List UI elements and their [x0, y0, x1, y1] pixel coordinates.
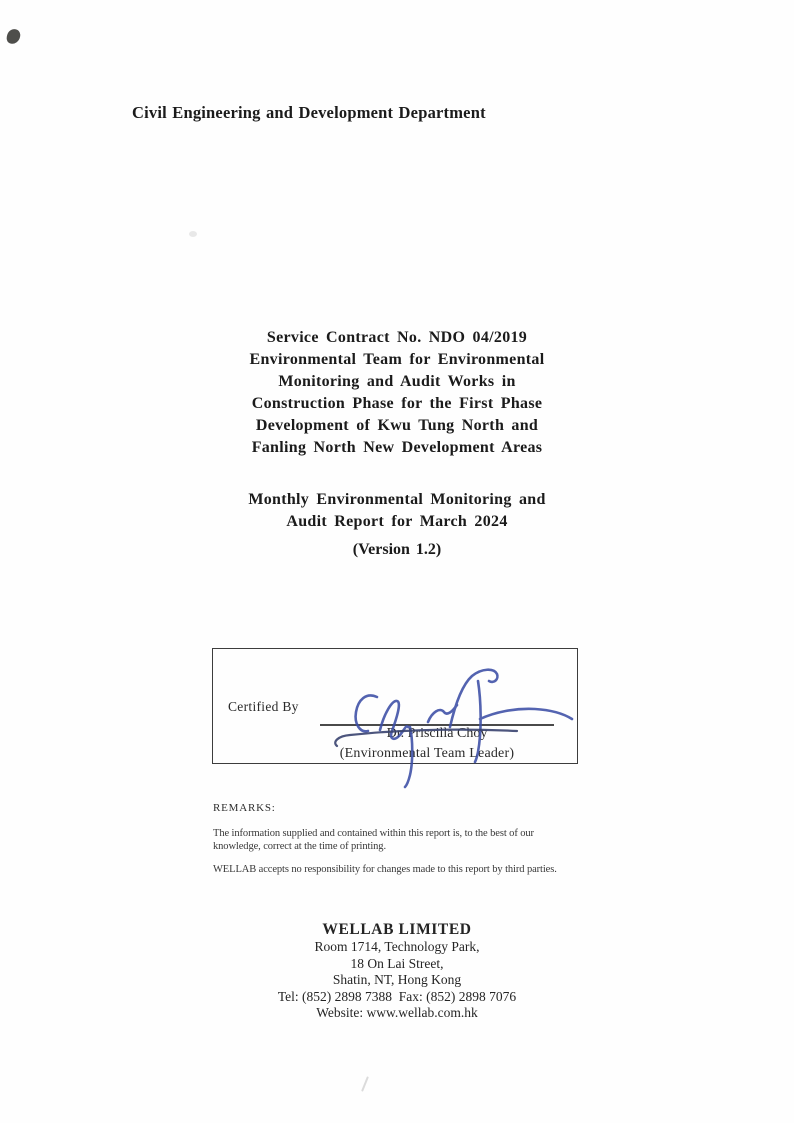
department-title: Civil Engineering and Development Department	[132, 103, 486, 122]
remarks-heading: REMARKS:	[213, 802, 276, 814]
title-line: Environmental Team for Environmental	[249, 351, 545, 368]
title-line: Fanling North New Development Areas	[251, 439, 543, 456]
remarks-text-line: The information supplied and contained within this report is, to the best of our	[213, 828, 534, 839]
signatory-role: (Environmental Team Leader)	[339, 746, 515, 761]
report-subtitle-block	[0, 489, 794, 532]
remarks-disclaimer: WELLAB accepts no responsibility for changes made to this report by third parties.	[213, 864, 557, 875]
version-label: (Version 1.2)	[352, 541, 442, 558]
title-line: Development of Kwu Tung North and	[255, 417, 539, 434]
title-line: Construction Phase for the First Phase	[251, 395, 543, 412]
tel-fax-line: Tel: (852) 2898 7388 Fax: (852) 2898 7076	[277, 988, 517, 1004]
scan-faint-slash	[361, 1076, 369, 1092]
contract-title-block	[0, 327, 794, 459]
company-name: WELLAB LIMITED	[322, 921, 472, 938]
scan-smudge-mark	[6, 28, 22, 45]
scan-faint-dot	[189, 231, 197, 237]
title-line: Monitoring and Audit Works in	[278, 373, 516, 390]
subtitle-line: Monthly Environmental Monitoring and	[248, 491, 546, 508]
remarks-text-line: knowledge, correct at the time of printing.	[213, 841, 386, 852]
subtitle-line: Audit Report for March 2024	[286, 512, 508, 530]
address-line: 18 On Lai Street,	[350, 955, 444, 971]
handwritten-signature	[325, 665, 580, 790]
address-line: Shatin, NT, Hong Kong	[332, 972, 462, 987]
company-footer	[0, 920, 794, 1022]
website-line: Website: www.wellab.com.hk	[316, 1005, 478, 1020]
title-line: Service Contract No. NDO 04/2019	[266, 329, 528, 346]
address-line: Room 1714, Technology Park,	[314, 939, 480, 954]
certified-by-label: Certified By	[228, 699, 299, 714]
signatory-name: Dr. Priscilla Choy	[386, 726, 488, 741]
